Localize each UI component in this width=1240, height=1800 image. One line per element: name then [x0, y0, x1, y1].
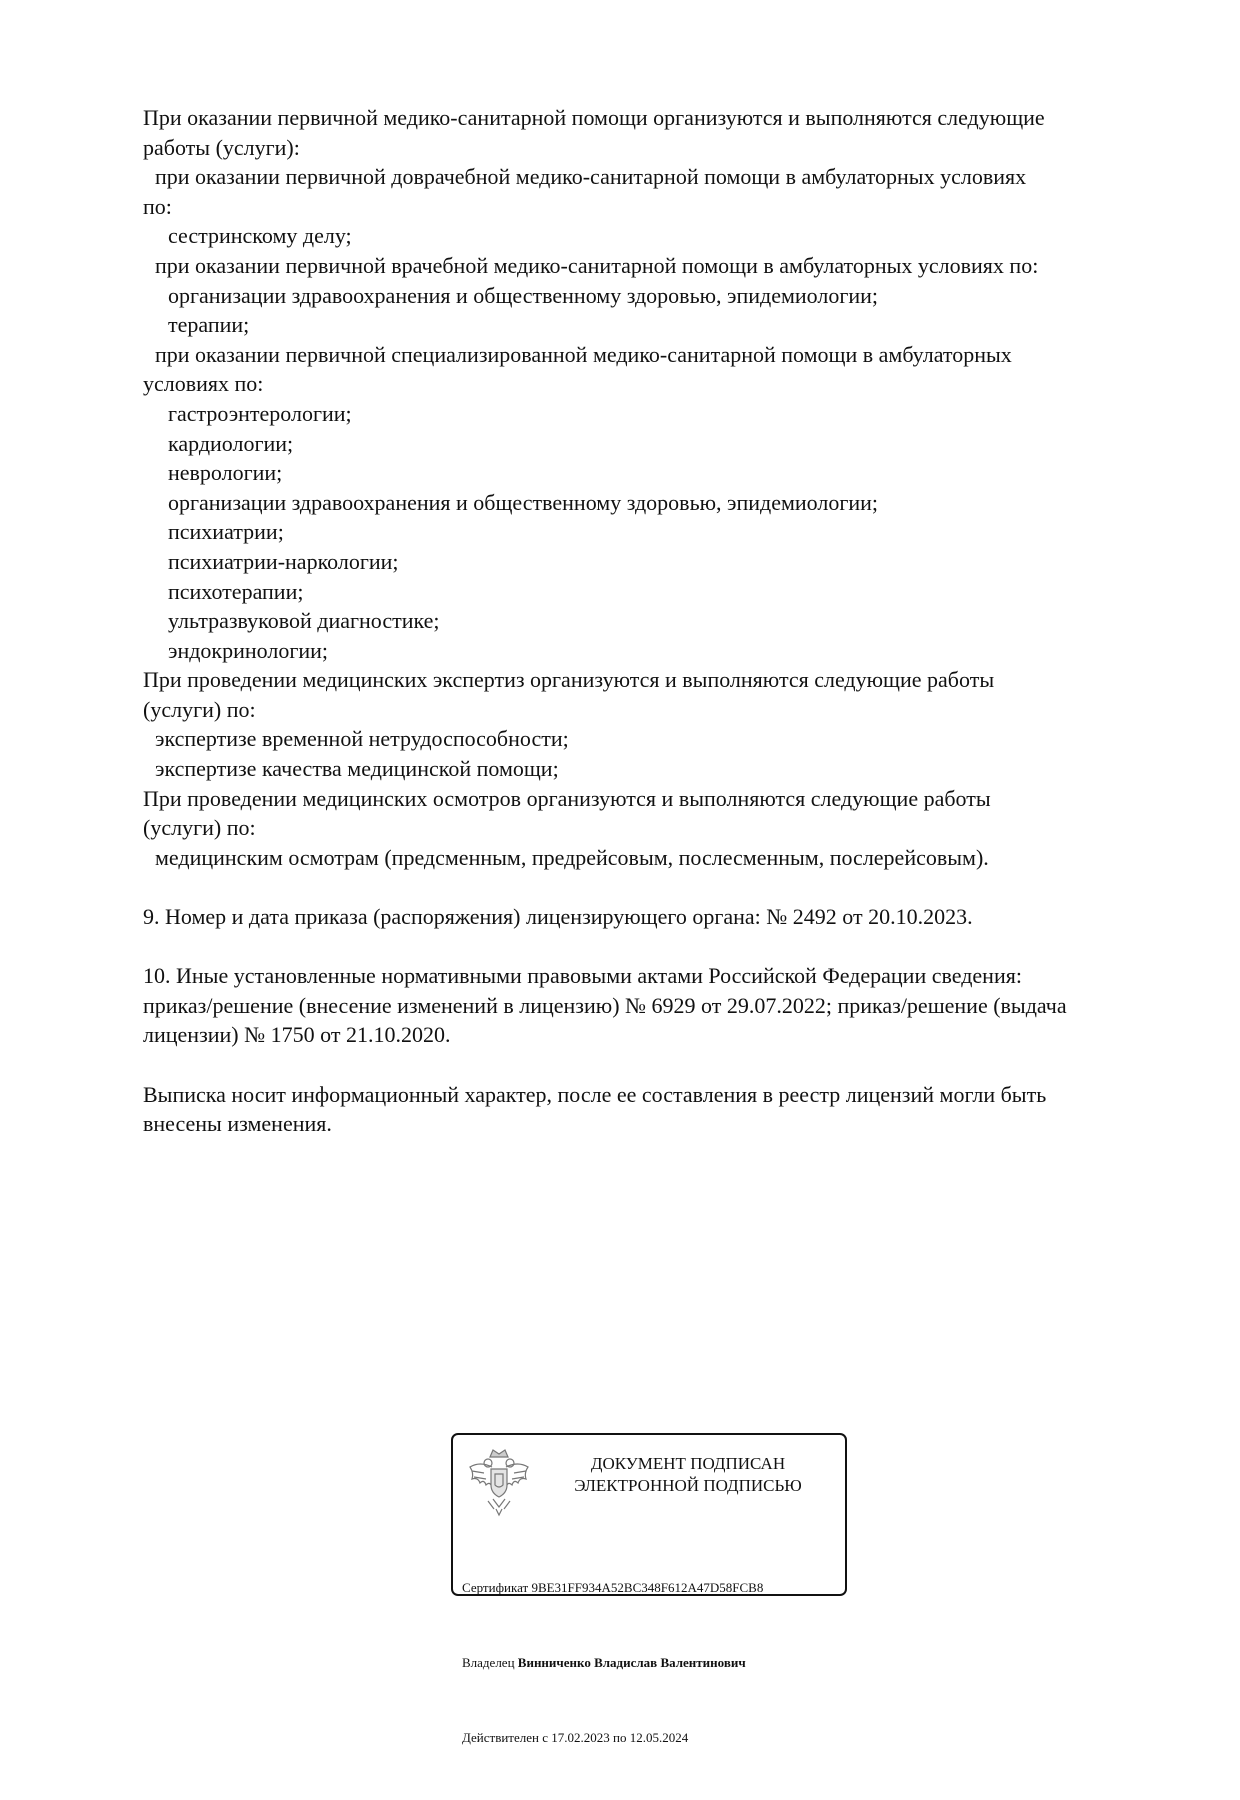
- list-item: психиатрии-наркологии;: [168, 548, 399, 574]
- stamp-title-line-2: ЭЛЕКТРОННОЙ ПОДПИСЬЮ: [574, 1476, 802, 1495]
- expert-intro-line-2: (услуги) по:: [143, 696, 256, 722]
- expert-intro-line-1: При проведении медицинских экспертиз организуются и выполняются следующие работы: [143, 667, 995, 693]
- owner-label: Владелец: [462, 1655, 515, 1670]
- validity-line: Действителен с 17.02.2023 по 12.05.2024: [462, 1730, 689, 1745]
- osmotr-intro-line-1: При проведении медицинских осмотров организуются и выполняются следующие работы: [143, 785, 991, 811]
- list-item: эндокринологии;: [168, 637, 329, 663]
- pmsp-intro-line-1: При оказании первичной медико-санитарной помощи организуются и выполняются следующие: [143, 105, 1045, 130]
- stamp-details: [462, 1525, 763, 1800]
- list-item: экспертизе временной нетрудоспособности;: [155, 726, 569, 752]
- list-item: гастроэнтерологии;: [168, 400, 352, 426]
- vrach-line: при оказании первичной врачебной медико-санитарной помощи в амбулаторных условиях по:: [155, 252, 1039, 278]
- electronic-signature-stamp: [451, 1433, 847, 1745]
- list-item: кардиологии;: [168, 430, 294, 456]
- list-item: организации здравоохранения и общественному здоровью, эпидемиологии;: [168, 282, 879, 308]
- item-10-line-1: 10. Иные установленные нормативными правовыми актами Российской Федерации сведения:: [143, 963, 1022, 989]
- osmotr-intro-line-2: (услуги) по:: [143, 815, 256, 841]
- list-item: терапии;: [168, 312, 250, 338]
- list-item: экспертизе качества медицинской помощи;: [155, 756, 559, 782]
- spacer: [143, 932, 1173, 962]
- dovrach-line-2: по:: [143, 193, 172, 219]
- russian-coat-of-arms-icon: [466, 1447, 532, 1519]
- list-item: организации здравоохранения и общественному здоровью, эпидемиологии;: [168, 489, 879, 515]
- list-item: психиатрии;: [168, 519, 284, 545]
- item-10-line-2: приказ/решение (внесение изменений в лицензию) № 6929 от 29.07.2022; приказ/решение (выдача: [143, 992, 1067, 1018]
- item-9: 9. Номер и дата приказа (распоряжения) лицензирующего органа: № 2492 от 20.10.2023.: [143, 904, 973, 930]
- list-item: сестринскому делу;: [168, 223, 352, 249]
- certificate-value: 9BE31FF934A52BC348F612A47D58FCB8: [531, 1580, 764, 1595]
- list-item: медицинским осмотрам (предсменным, предрейсовым, послесменным, послерейсовым).: [155, 844, 989, 870]
- stamp-title: [543, 1453, 833, 1497]
- item-10-line-3: лицензии) № 1750 от 21.10.2020.: [143, 1022, 451, 1048]
- disclaimer-line-2: внесены изменения.: [143, 1111, 332, 1137]
- certificate-label: Сертификат: [462, 1580, 529, 1595]
- dovrach-line-1: при оказании первичной доврачебной медико-санитарной помощи в амбулаторных условиях: [155, 164, 1027, 190]
- list-item: ультразвуковой диагностике;: [168, 608, 440, 634]
- spec-line-1: при оказании первичной специализированной медико-санитарной помощи в амбулаторных: [155, 341, 1012, 367]
- spacer: [143, 1050, 1173, 1080]
- spec-line-2: условиях по:: [143, 371, 264, 397]
- owner-line: [462, 1650, 763, 1675]
- spacer: [143, 872, 1173, 902]
- disclaimer-line-1: Выписка носит информационный характер, после ее составления в реестр лицензий могли быть: [143, 1081, 1047, 1107]
- certificate-line: [462, 1575, 763, 1600]
- owner-value: Винниченко Владислав Валентинович: [517, 1655, 746, 1670]
- pmsp-intro-line-2: работы (услуги):: [143, 134, 300, 160]
- stamp-title-line-1: ДОКУМЕНТ ПОДПИСАН: [590, 1454, 786, 1473]
- list-item: неврологии;: [168, 460, 283, 486]
- list-item: психотерапии;: [168, 578, 304, 604]
- document-body: [143, 103, 1173, 1139]
